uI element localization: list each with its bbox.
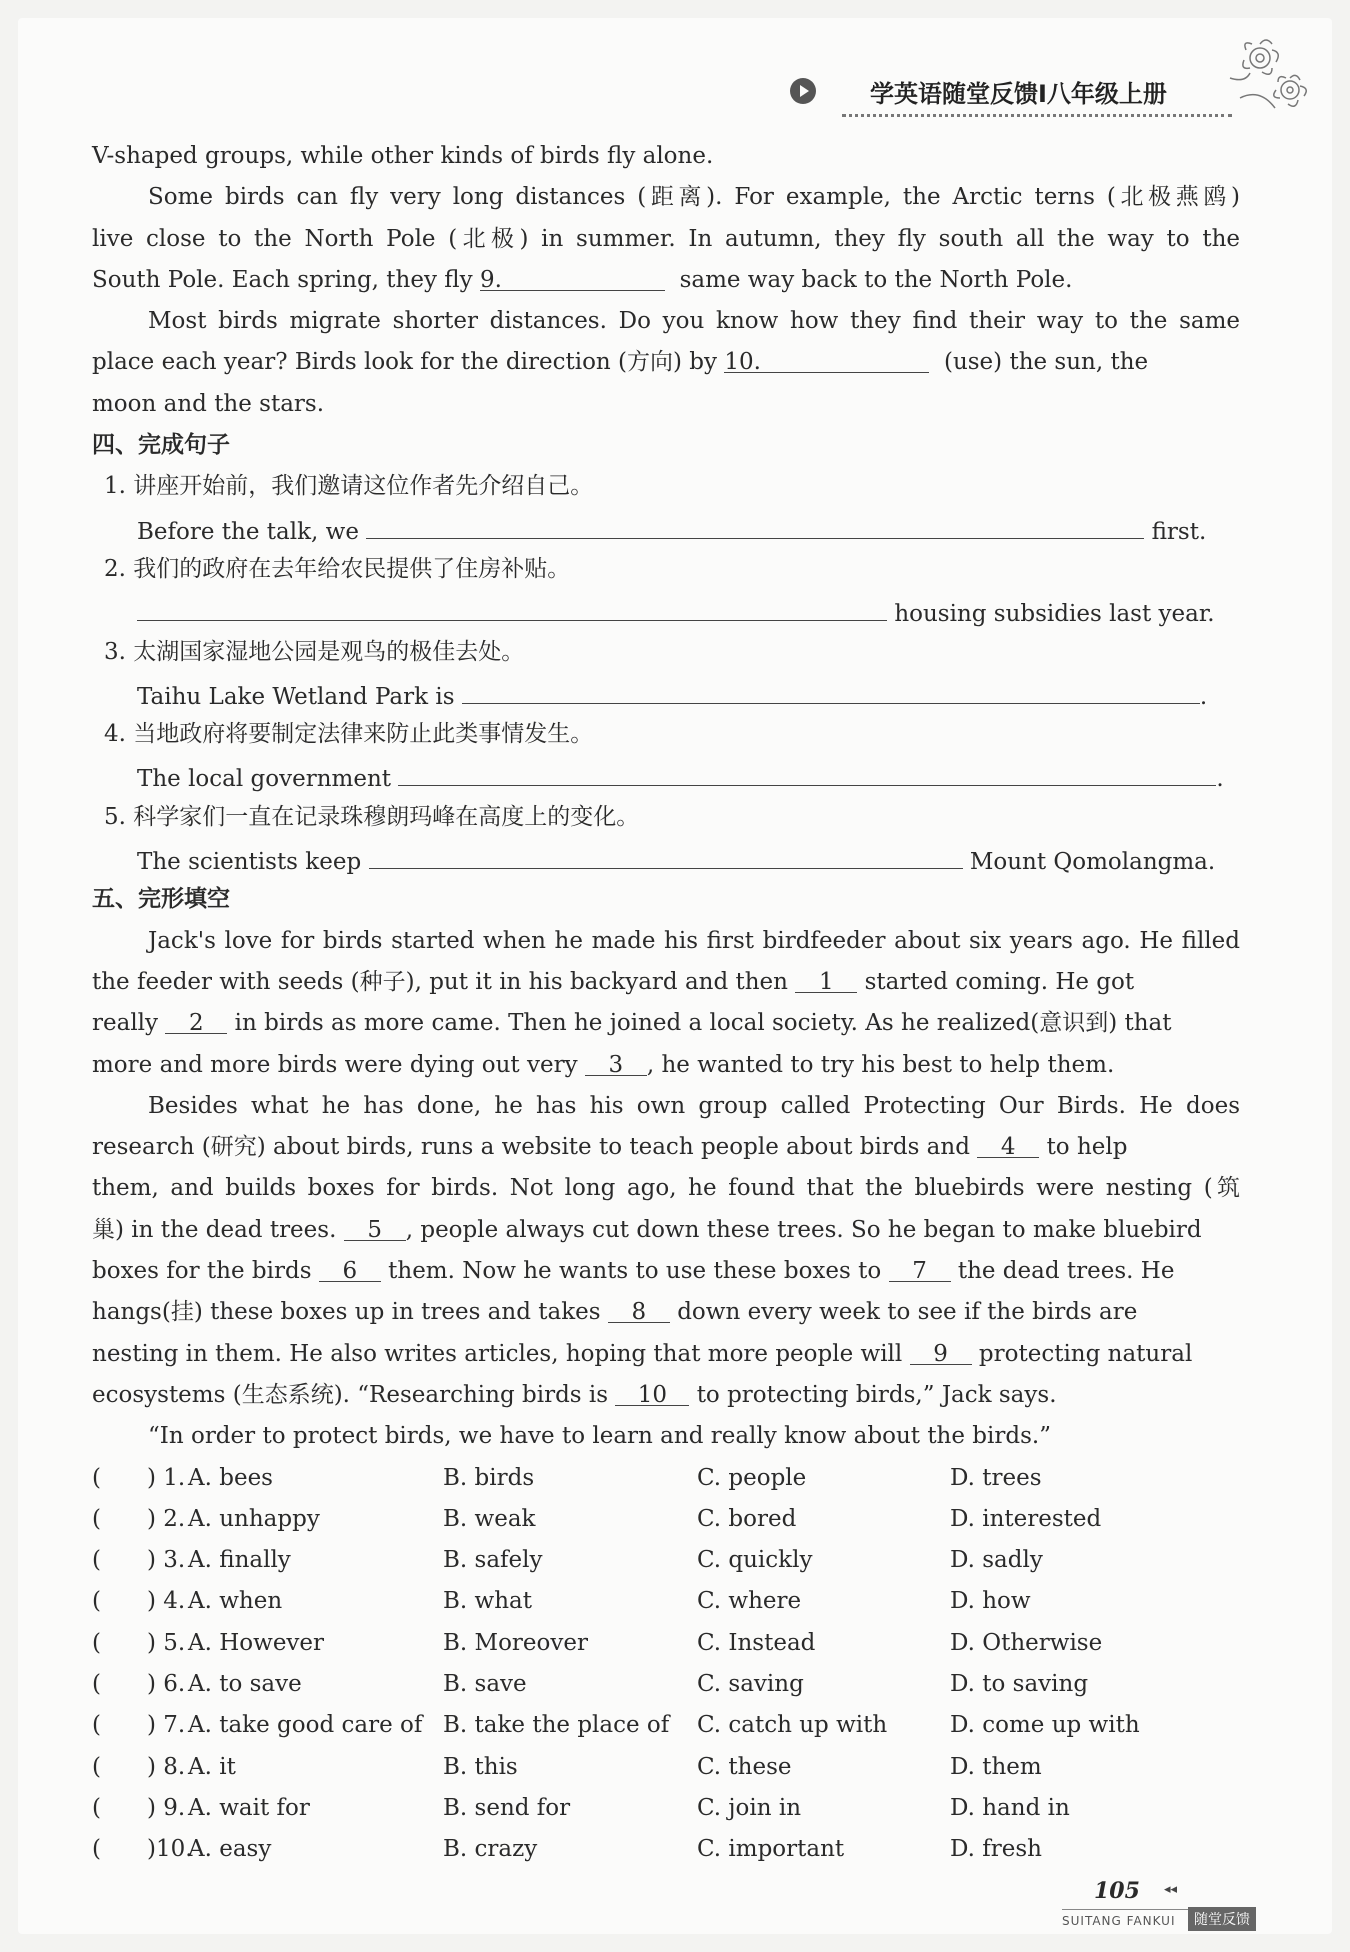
option-c[interactable]: C. people [697,1464,807,1491]
sentence-line [92,755,1240,796]
cloze-text: them. Now he wants to use these boxes to [388,1258,882,1285]
cloze-blank-9[interactable] [910,1334,972,1365]
cloze-blank-5[interactable] [344,1210,406,1241]
question-number: ( )10. [92,1836,193,1863]
passage-line: moon and the stars. [92,390,325,417]
sentence-end: . [1199,683,1208,710]
blank-number: 9 [933,1340,948,1367]
page-number: 105 [1094,1878,1140,1904]
option-row [92,1540,1240,1581]
cloze-text: more and more birds were dying out very [92,1051,578,1078]
question-number: ( ) 2. [92,1505,186,1532]
cloze-text: the feeder with seeds (种子), put it in his backyard and then [92,968,788,995]
option-d[interactable]: D. fresh [950,1836,1042,1863]
cloze-text: the dead trees. He [957,1258,1175,1285]
option-a[interactable]: A. when [188,1588,283,1615]
option-row [92,1581,1240,1622]
option-c[interactable]: C. these [697,1753,792,1780]
option-row [92,1499,1240,1540]
answer-blank[interactable] [462,673,1200,704]
cloze-text: hangs(挂) these boxes up in trees and takes [92,1299,601,1326]
cloze-blank-7[interactable] [889,1251,951,1285]
option-c[interactable]: C. important [697,1836,845,1863]
blank-number: 6 [342,1258,358,1285]
option-row [92,1747,1240,1788]
option-d[interactable]: D. trees [950,1464,1042,1491]
option-a[interactable]: A. unhappy [188,1505,320,1532]
cloze-text: 巢) in the dead trees. [92,1216,337,1243]
cn-prompt: 4. 当地政府将要制定法律来防止此类事情发生。 [104,721,594,748]
cloze-text: in birds as more came. Then he joined a local society. As he realized(意识到) that [234,1010,1172,1037]
option-b[interactable]: B. save [443,1670,527,1697]
option-c[interactable]: C. quickly [697,1547,813,1574]
blank-number: 1 [818,968,834,995]
blank-number: 5 [367,1216,383,1243]
blank-number: 10 [637,1381,668,1408]
cloze-line [92,1375,1240,1416]
cn-prompt: 1. 讲座开始前，我们邀请这位作者先介绍自己。 [104,473,594,500]
option-row [92,1788,1240,1829]
sentence-end: housing subsidies last year. [894,601,1215,628]
sentence-start: Before the talk, we [137,518,359,545]
sentence-line [92,838,1240,879]
cloze-blank-1[interactable] [795,962,857,993]
cloze-blank-3[interactable] [585,1045,647,1076]
sentence-end: . [1216,766,1224,793]
option-d[interactable]: D. Otherwise [950,1629,1103,1656]
blank-number: 4 [1000,1134,1016,1161]
answer-blank[interactable] [137,590,887,621]
cloze-line: them, and builds boxes for birds. Not long ago, he found that the bluebirds were nesting (筑 [92,1175,1240,1202]
cloze-line [92,1210,1240,1251]
sentence-line [92,590,1240,631]
option-row [92,1705,1240,1746]
option-a[interactable]: A. take good care of [188,1712,423,1739]
sentence-start: Taihu Lake Wetland Park is [137,683,455,710]
option-d[interactable]: D. sadly [950,1547,1043,1574]
cn-prompt: 5. 科学家们一直在记录珠穆朗玛峰在高度上的变化。 [104,803,640,830]
option-d[interactable]: D. interested [950,1505,1102,1532]
option-a[interactable]: A. easy [188,1836,272,1863]
option-a[interactable]: A. finally [188,1547,291,1574]
option-c[interactable]: C. Instead [697,1629,816,1656]
cloze-blank-8[interactable] [608,1292,670,1326]
cloze-line [92,1292,1240,1333]
option-c[interactable]: C. catch up with [697,1712,888,1739]
cloze-text: started coming. He got [864,968,1135,995]
option-row [92,1664,1240,1705]
option-b[interactable]: B. take the place of [443,1712,670,1739]
blank-label: 10. [724,349,761,376]
play-icon [790,78,816,104]
flower-decoration-icon [1220,28,1320,128]
question-number: ( ) 5. [92,1629,186,1656]
option-c[interactable]: C. bored [697,1505,797,1532]
cloze-line [92,1251,1240,1292]
footer-series-en: SUITANG FANKUI [1062,1914,1176,1928]
option-d[interactable]: D. come up with [950,1712,1140,1739]
cloze-text: to protecting birds,” Jack says. [696,1381,1057,1408]
cn-prompt: 3. 太湖国家湿地公园是观鸟的极佳去处。 [104,638,525,665]
cloze-blank-10[interactable] [615,1375,689,1406]
section-title: 四、完成句子 [92,432,230,459]
sentence-line [92,673,1240,714]
option-d[interactable]: D. how [950,1588,1031,1615]
answer-blank[interactable] [369,838,963,869]
option-c[interactable]: C. where [697,1588,802,1615]
option-b[interactable]: B. this [443,1753,518,1780]
cloze-line: “In order to protect birds, we have to learn and really know about the birds.” [148,1423,1051,1450]
question-number: ( ) 1. [92,1464,186,1491]
passage-line: live close to the North Pole (北极) in summer. In autumn, they fly south all the way to the [92,225,1240,252]
cloze-line [92,1334,1240,1375]
option-row [92,1458,1240,1499]
cloze-line: Jack's love for birds started when he made his first birdfeeder about six years ago. He filled [148,927,1240,954]
question-number: ( ) 3. [92,1547,186,1574]
passage-line [92,342,1240,383]
cloze-line: Besides what he has done, he has his own group called Protecting Our Birds. He does [148,1092,1240,1119]
footer-badge: 随堂反馈 [1188,1907,1256,1931]
options-list [92,1458,1240,1871]
answer-blank-10[interactable] [724,342,929,376]
cloze-text: nesting in them. He also writes articles, hoping that more people will [92,1340,903,1367]
answer-blank-9[interactable] [480,260,665,291]
option-d[interactable]: D. them [950,1753,1042,1780]
option-a[interactable]: A. it [188,1753,236,1780]
question-number: ( ) 4. [92,1588,186,1615]
passage-text: South Pole. Each spring, they fly [92,266,473,293]
cloze-line [92,962,1240,1003]
blank-number: 3 [608,1051,624,1078]
cloze-text: boxes for the birds [92,1258,312,1285]
header-title: 学英语随堂反馈Ⅰ八年级上册 [870,80,1167,108]
cn-prompt: 2. 我们的政府在去年给农民提供了住房补贴。 [104,555,571,582]
blank-number: 8 [631,1299,647,1326]
option-c[interactable]: C. saving [697,1670,804,1697]
section-title: 五、完形填空 [92,886,230,913]
option-b[interactable]: B. Moreover [443,1629,588,1656]
cloze-line [92,1045,1240,1086]
page-header [790,74,1260,114]
passage-line: Some birds can fly very long distances (距离). For example, the Arctic terns (北极燕鸥) [148,184,1240,211]
sentence-line [92,508,1240,549]
option-b[interactable]: B. safely [443,1547,543,1574]
cloze-line [92,1003,1240,1044]
sentence-start: The scientists keep [137,849,362,876]
blank-number: 2 [189,1010,204,1037]
cloze-line [92,1127,1240,1168]
question-number: ( ) 9. [92,1794,186,1821]
cloze-blank-2[interactable] [165,1003,227,1037]
passage-line: Most birds migrate shorter distances. Do you know how they find their way to the same [148,308,1240,335]
option-row [92,1623,1240,1664]
option-a[interactable]: A. wait for [188,1794,310,1821]
option-a[interactable]: A. However [188,1629,325,1656]
cloze-text: to help [1046,1134,1128,1161]
footer-rule [1062,1909,1188,1910]
answer-blank[interactable] [366,508,1144,539]
question-number: ( ) 6. [92,1670,186,1697]
cloze-text: ecosystems (生态系统). “Researching birds is [92,1381,609,1408]
answer-blank[interactable] [398,755,1216,786]
cloze-text: protecting natural [978,1340,1193,1367]
option-b[interactable]: B. what [443,1588,532,1615]
header-dotted-rule [842,114,1232,117]
option-b[interactable]: B. send for [443,1794,571,1821]
cloze-blank-4[interactable] [977,1127,1039,1161]
back-arrows-icon: ◂◂ [1164,1882,1178,1897]
sentence-end: Mount Qomolangma. [969,849,1216,876]
question-number: ( ) 7. [92,1712,186,1739]
sentence-end: first. [1151,518,1207,545]
option-a[interactable]: A. bees [188,1464,273,1491]
option-b[interactable]: B. weak [443,1505,536,1532]
option-b[interactable]: B. crazy [443,1836,538,1863]
option-d[interactable]: D. hand in [950,1794,1070,1821]
passage-text: same way back to the North Pole. [679,266,1073,293]
blank-label: 9. [479,266,502,293]
passage-text: place each year? Birds look for the direction (方向) by [92,349,718,376]
passage-text: (use) the sun, the [943,349,1149,376]
page-content [92,136,1240,1870]
option-c[interactable]: C. join in [697,1794,802,1821]
cloze-text: , he wanted to try his best to help them. [646,1051,1115,1078]
cloze-text: , people always cut down these trees. So he began to make bluebird [405,1216,1202,1243]
cloze-text: research (研究) about birds, runs a website to teach people about birds and [92,1134,970,1161]
cloze-text: down every week to see if the birds are [677,1299,1138,1326]
sentence-start: The local government [137,766,391,793]
option-a[interactable]: A. to save [188,1670,302,1697]
question-number: ( ) 8. [92,1753,186,1780]
option-row [92,1829,1240,1870]
option-b[interactable]: B. birds [443,1464,535,1491]
cloze-text: really [92,1010,159,1037]
option-d[interactable]: D. to saving [950,1670,1089,1697]
passage-line [92,260,1240,301]
cloze-blank-6[interactable] [319,1251,381,1285]
blank-number: 7 [912,1258,927,1285]
passage-line: V-shaped groups, while other kinds of birds fly alone. [92,143,714,169]
